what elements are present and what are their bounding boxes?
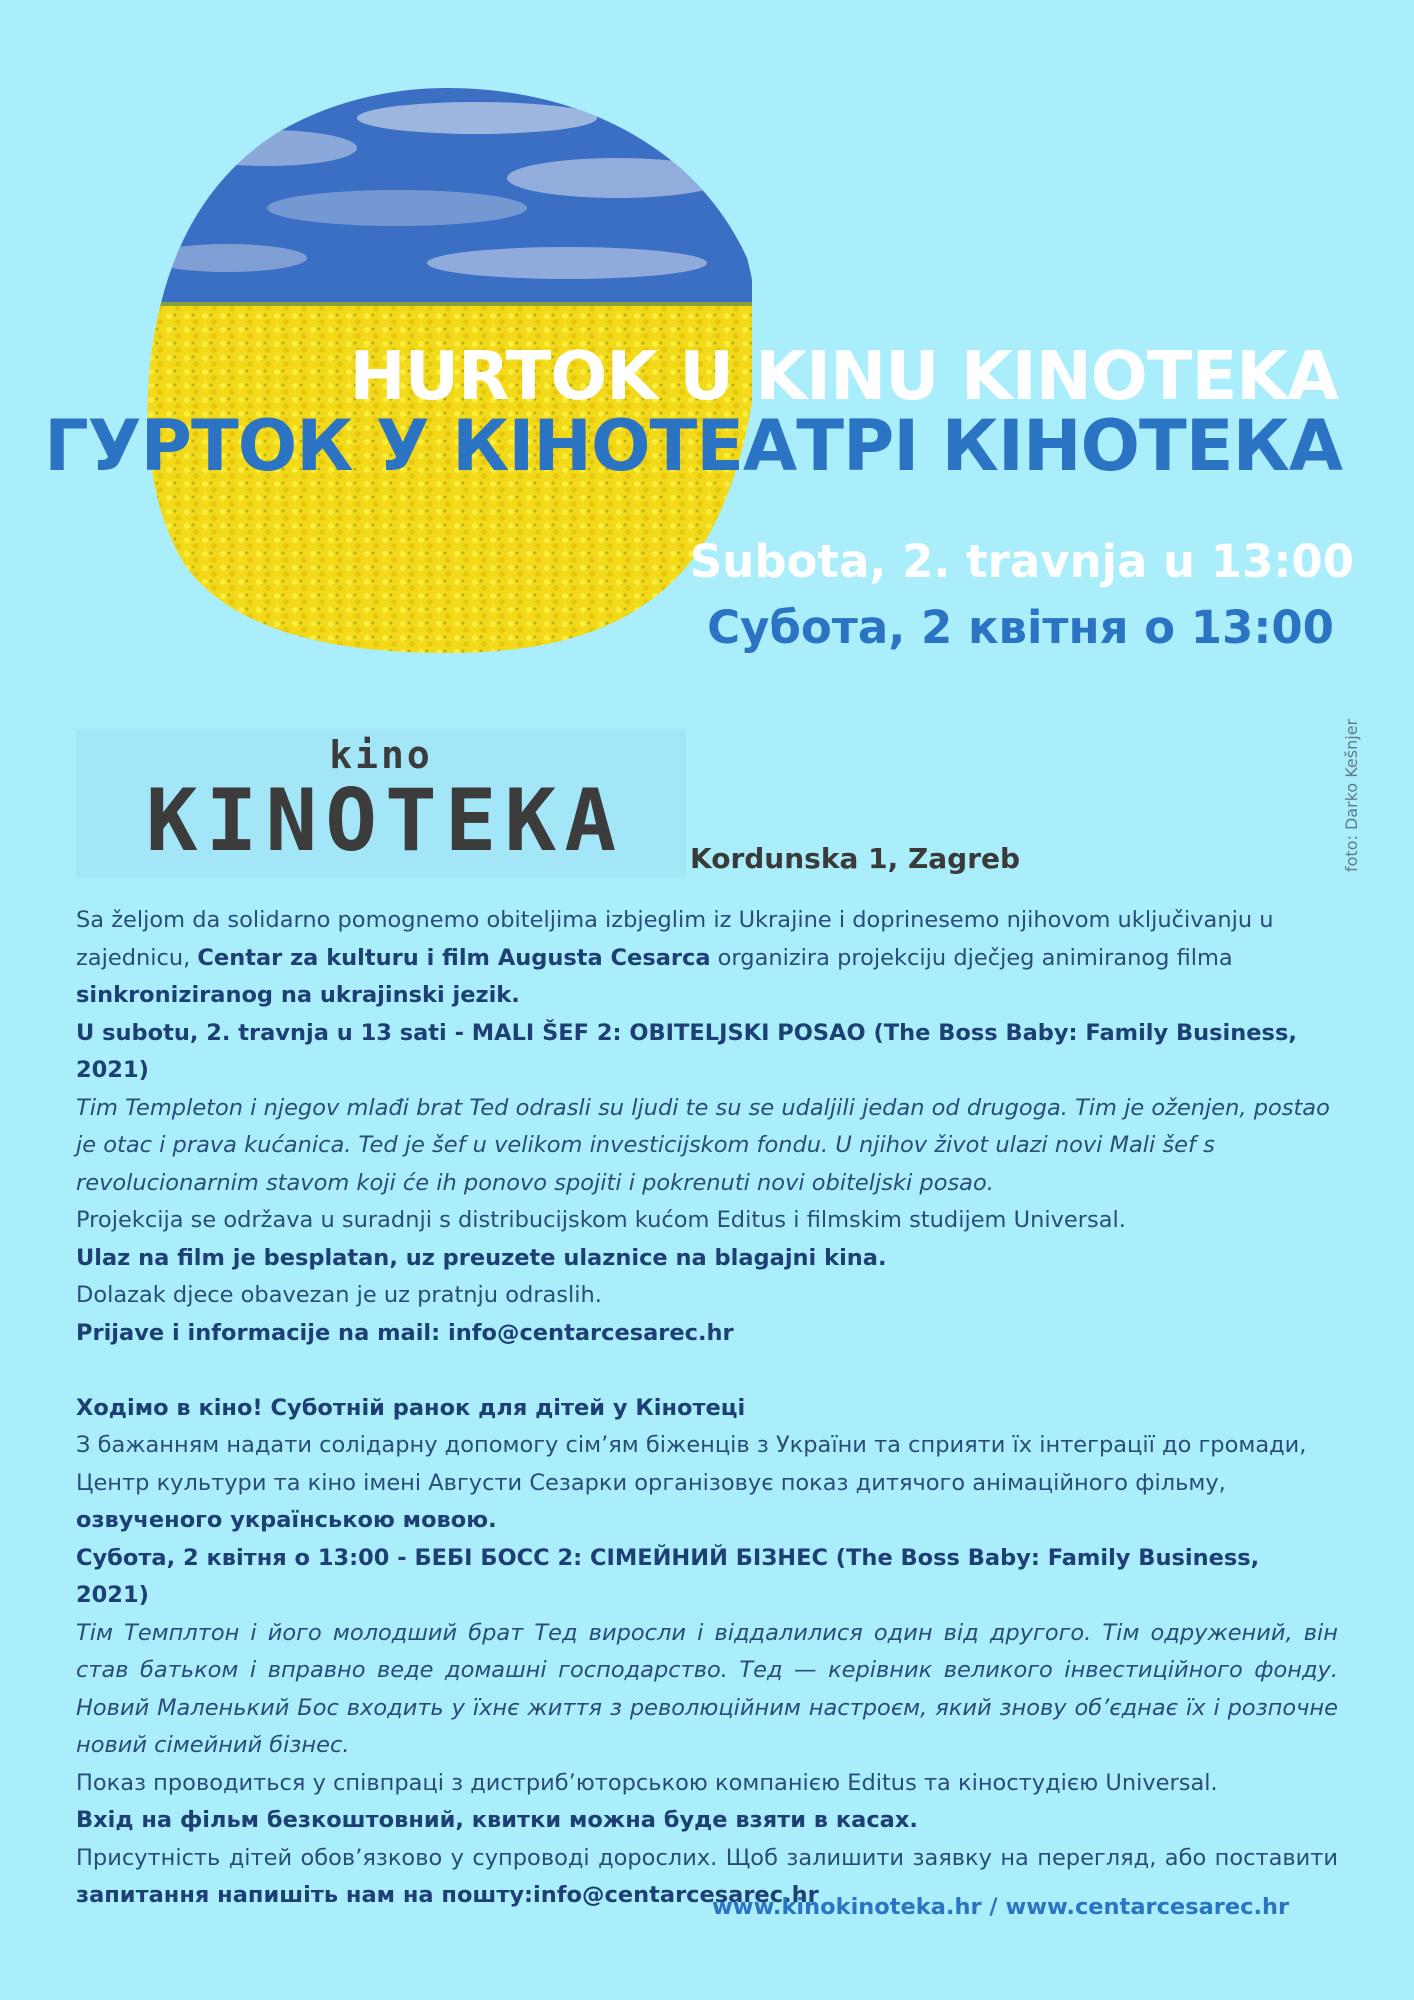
hr-free-entry: Ulaz na film je besplatan, uz preuzete ulaznice na blagajni kina. bbox=[76, 1244, 887, 1271]
photo-credit: foto: Darko Kešnjer bbox=[1342, 718, 1361, 872]
hr-screening: U subotu, 2. travnja u 13 sati - MALI ŠEF 2: OBITELJSKI POSAO (The Boss Baby: Family Business, 2021) bbox=[76, 1019, 1297, 1083]
venue-address: Kordunska 1, Zagreb bbox=[690, 842, 1021, 875]
uk-heading: Ходімо в кіно! Суботній ранок для дітей у Кінотеці bbox=[76, 1394, 746, 1421]
hr-children: Dolazak djece obavezan je uz pratnju odraslih. bbox=[76, 1282, 602, 1308]
title-croatian: HURTOK U KINU KINOTEKA bbox=[349, 337, 1338, 415]
hr-synopsis: Tim Templeton i njegov mlađi brat Ted odrasli su ljudi te su se udaljili jedan od drugoga. Tim je oženjen, postao je otac i prava kućanica. Ted je šef u velikom investicijskom fondu. U njihov život ulazi novi Mali šef s revolucionarnim stavom koji će ih ponovo spojiti i pokrenuti novi obiteljski posao. bbox=[76, 1094, 1330, 1196]
date-ukrainian: Субота, 2 квітня о 13:00 bbox=[707, 601, 1334, 654]
hr-intro: Sa željom da solidarno pomognemo obiteljima izbjeglim iz Ukrajine i doprinesemo njihovom uključivanju u zajednicu, Centar za kulturu i film Augusta Cesarca organizira projekciju dječjeg animiranog filma sinkroniziranog na ukrajinski jezik. bbox=[76, 907, 1274, 1008]
title-ukrainian: ГУРТОК У КІНОТЕАТРІ КІНОТЕКА bbox=[44, 405, 1342, 487]
uk-synopsis: Тім Темплтон і його молодший брат Тед виросли і віддалилися один від другого. Тім одружений, він став батьком і вправно веде домашні господарство. Тед — керівник великого інвестиційного фонду. Новий Маленький Бос входить у їхнє життя з революційним настроєм, який знову об’єднає їх і розпочне новий сімейний бізнес. bbox=[76, 1619, 1338, 1758]
uk-free-entry: Вхід на фільм безкоштовний, квитки можна буде взяти в касах. bbox=[76, 1807, 918, 1833]
logo-kino-text: kino bbox=[329, 733, 433, 777]
logo-kinoteka-text: KINOTEKA bbox=[145, 771, 625, 871]
body-text bbox=[76, 902, 1338, 1915]
kinoteka-logo bbox=[76, 729, 686, 878]
hr-contact[interactable]: Prijave i informacije na mail: info@centarcesarec.hr bbox=[76, 1319, 734, 1346]
hr-partners: Projekcija se održava u suradnji s distribucijskom kućom Editus i filmskim studijem Universal. bbox=[76, 1207, 1126, 1233]
date-croatian: Subota, 2. travnja u 13:00 bbox=[689, 535, 1354, 588]
footer-websites[interactable]: www.kinokinoteka.hr / www.centarcesarec.hr bbox=[712, 1894, 1290, 1920]
uk-intro: З бажанням надати солідарну допомогу сім’ям біженців з України та сприяти їх інтеграції до громади, Центр культури та кіно імені Августи Сезарки організовує показ дитячого анімаційного фільму, озвученого українською мовою. bbox=[76, 1432, 1307, 1533]
uk-contact[interactable]: Присутність дітей обов’язково у супроводі дорослих. Щоб залишити заявку на перегляд, або поставити запитання напишіть нам на пошту:info@centarcesarec.hr bbox=[76, 1844, 1338, 1908]
uk-screening: Субота, 2 квітня о 13:00 - БЕБІ БОСС 2: СІМЕЙНИЙ БІЗНЕС (The Boss Baby: Family Business, 2021) bbox=[76, 1544, 1260, 1608]
uk-partners: Показ проводиться у співпраці з дистриб’юторською компанією Editus та кіностудією Universal. bbox=[76, 1769, 1218, 1796]
